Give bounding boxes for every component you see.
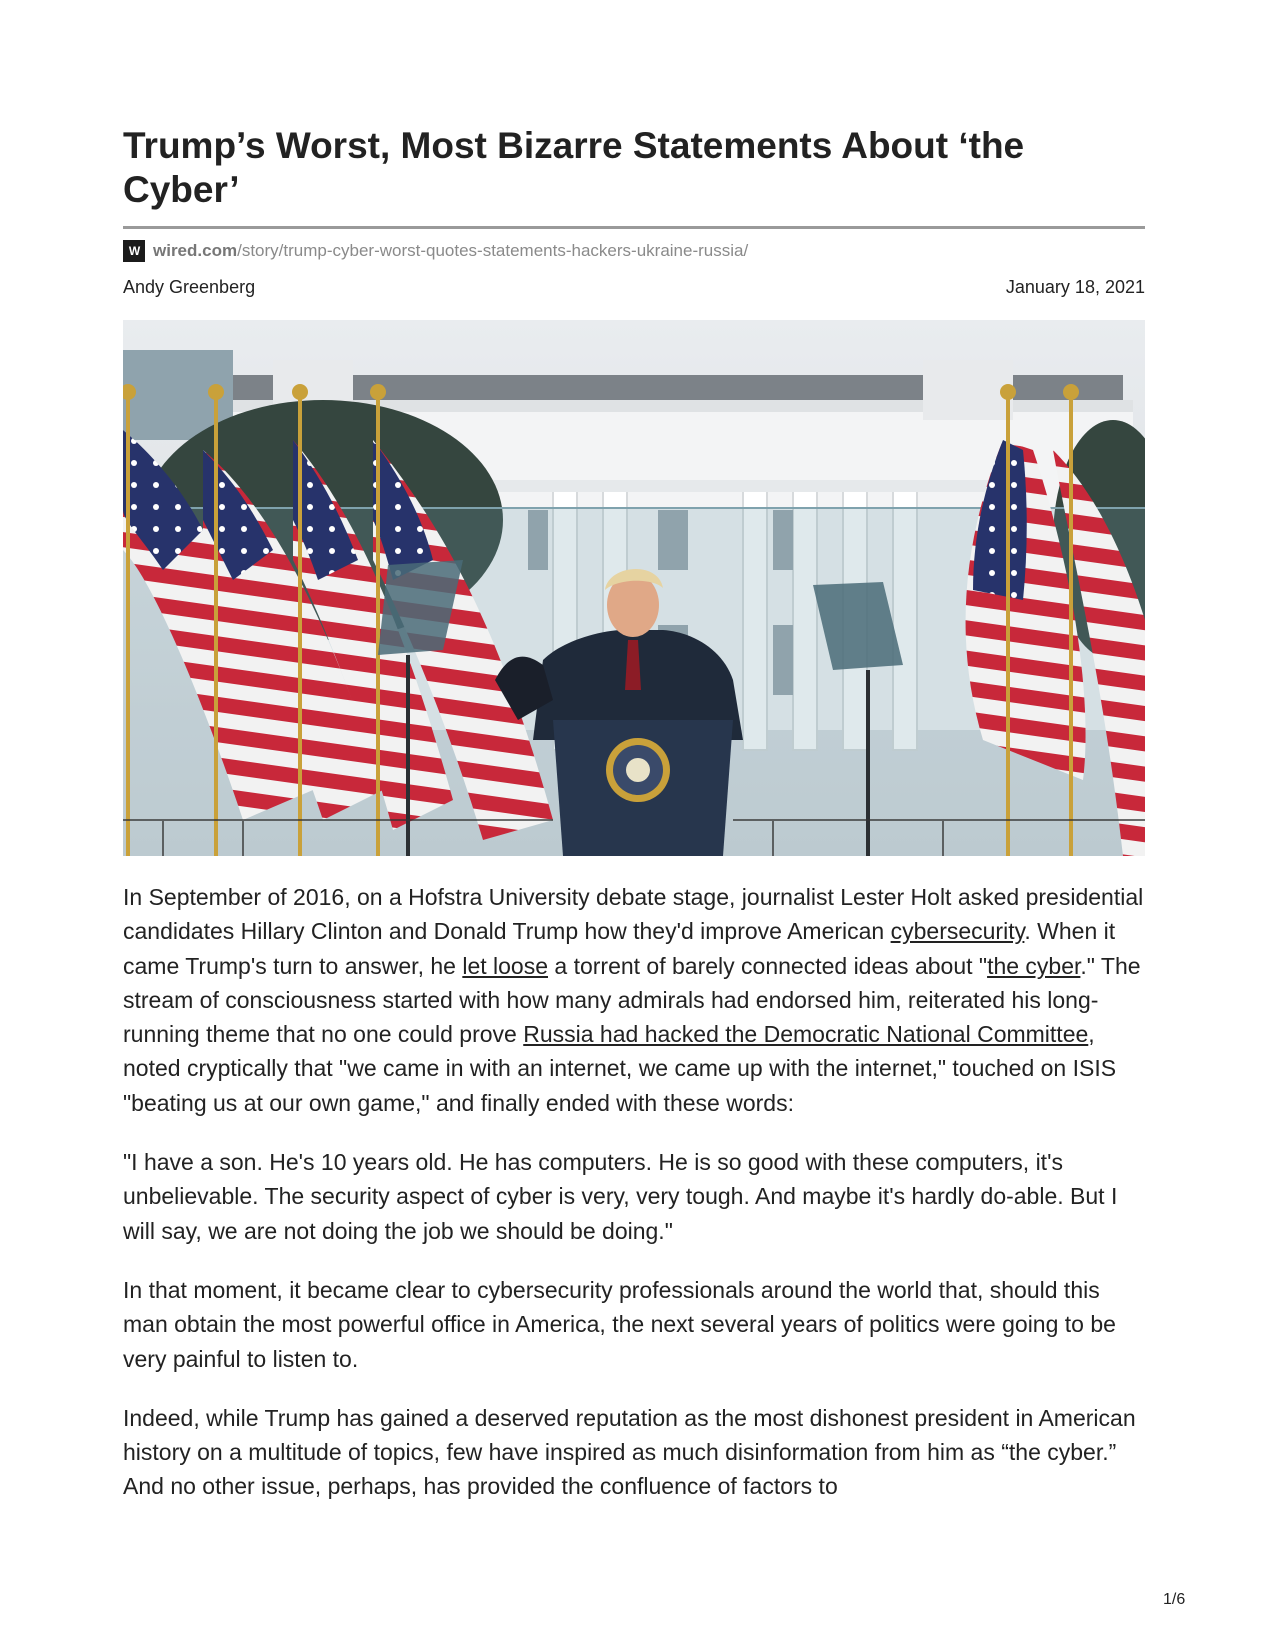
text-run: . When it came Trump's turn to answer, he [123,918,1116,979]
wired-logo-icon: W [123,240,145,262]
publish-date: January 18, 2021 [1005,277,1145,297]
hero-photo [123,320,1145,856]
source-url[interactable] [123,239,1145,263]
paragraph-2: "I have a son. He's 10 years old. He has computers. He is so good with these computers, it's unbelievable. The security aspect of cyber is very, very tough. And maybe it's hardly do-able. But I will say, we are not doing the job we should be doing." [123,1149,1118,1244]
paragraph-1 [123,880,1145,1120]
link-let-loose[interactable]: let loose [462,952,548,979]
paragraph-4: Indeed, while Trump has gained a deserved reputation as the most dishonest president in American history on a multitude of topics, few have inspired as much disinformation from him as “the cyber.” And no other issue, perhaps, has provided the confluence of factors to [123,1404,1136,1500]
article-title: Trump’s Worst, Most Bizarre Statements About ‘the Cyber’ [123,125,1025,210]
text-run: ." The stream of consciousness started with how many admirals had endorsed him, reiterated his long-running theme that no one could prove [123,952,1141,1048]
source-path[interactable]: /story/trump-cyber-worst-quotes-statements-hackers-ukraine-russia/ [237,241,749,260]
text-run: a torrent of barely connected ideas about " [548,952,988,979]
link-the-cyber[interactable]: the cyber [987,952,1081,979]
link-russia-dnc-hack[interactable]: Russia had hacked the Democratic National Committee [523,1021,1089,1048]
article-body [123,880,1145,1504]
source-domain[interactable]: wired.com [153,241,238,260]
author-name: Andy Greenberg [123,277,256,297]
byline [123,277,1145,298]
paragraph-3: In that moment, it became clear to cybersecurity professionals around the world that, should this man obtain the most powerful office in America, the next several years of politics were going to be very painful to listen to. [123,1276,1116,1372]
page-number: 1/6 [1163,1591,1186,1608]
title-divider [123,226,1145,229]
text-run: , noted cryptically that "we came in with an internet, we came up with the internet," touched on ISIS "beating us at our own game," and finally ended with these words: [123,1021,1117,1116]
link-cybersecurity[interactable]: cybersecurity [890,918,1025,945]
article-page [123,124,1145,1529]
text-run: In September of 2016, on a Hofstra University debate stage, journalist Lester Holt asked presidential candidates Hillary Clinton and Donald Trump how they'd improve American [123,884,1144,945]
